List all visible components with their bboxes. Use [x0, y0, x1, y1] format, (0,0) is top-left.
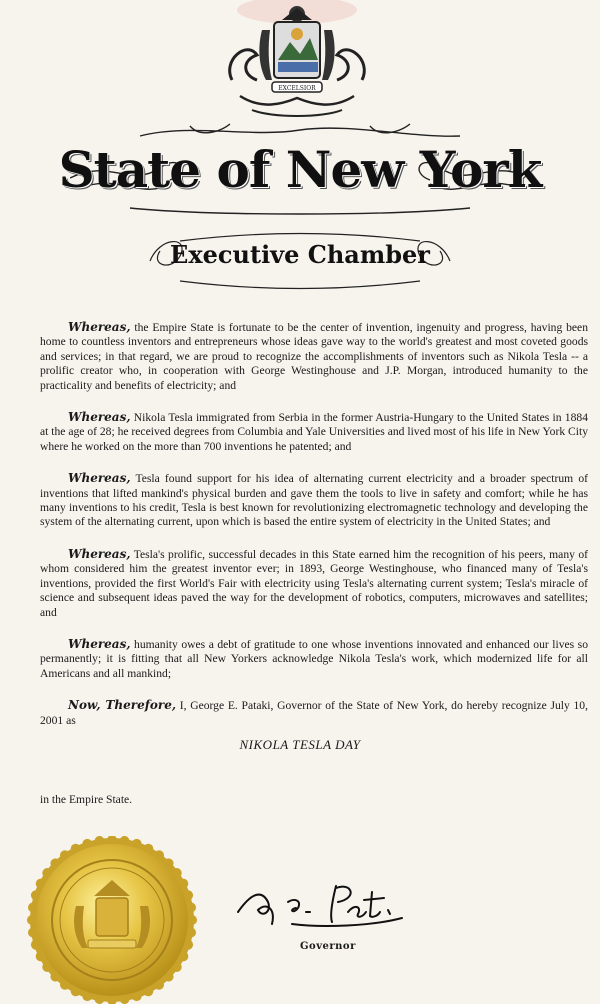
- whereas-paragraph: [40, 471, 588, 530]
- paragraph-text: Tesla's prolific, successful decades in this State earned him the recognition of his peers, many of whom considered him the greatest inventor ever; in 1893, George Westinghouse, who financed many of Tesla's inventions, provided the first World's Fair with electricity using Tesla's alternating current system; Tesla's miracle of science and subsequent ideas paved the way for the development of robotics, computers, microwaves and satellites; and: [40, 547, 588, 619]
- whereas-paragraph: [40, 410, 588, 454]
- state-coat-of-arms-icon: [222, 0, 372, 122]
- signature-label: Governor: [300, 941, 356, 952]
- gold-seal-icon: [24, 836, 200, 1004]
- seal-motto: EXCELSIOR: [278, 85, 316, 92]
- now-therefore-paragraph: [40, 698, 588, 728]
- governor-signature-icon: [232, 872, 412, 932]
- paragraph-lead: Whereas,: [68, 410, 131, 425]
- paragraph-text: Nikola Tesla immigrated from Serbia in the former Austria-Hungary to the United States in 1884 at the age of 28; he received degrees from Columbia and Yale Universities and lived most of his life in New York City where he worked on the more than 700 inventions he patented; and: [40, 411, 589, 453]
- paragraph-lead: Whereas,: [68, 471, 131, 486]
- whereas-paragraph: [40, 547, 588, 620]
- whereas-paragraph: [40, 637, 588, 681]
- whereas-paragraph: [40, 320, 588, 393]
- paragraph-text: the Empire State is fortunate to be the center of invention, ingenuity and progress, having been home to countless inventors and entrepreneurs whose ideas gave way to the world's greatest and most coveted goods and services; in that regard, we are proud to recognize the accomplishments of inventors such as Nikola Tesla -- a prolific creator who, in cooperation with George Westinghouse and J.P. Morgan, introduced humanity to the practicality and benefits of electricity; and: [40, 321, 588, 392]
- state-title: State of New York: [58, 140, 542, 199]
- paragraph-lead: Whereas,: [68, 546, 131, 561]
- paragraph-lead: Whereas,: [68, 636, 131, 651]
- proclamation-body: [40, 320, 588, 745]
- day-designation: NIKOLA TESLA DAY: [239, 737, 361, 752]
- paragraph-lead: Whereas,: [68, 320, 131, 334]
- paragraph-text: I, George E. Pataki, Governor of the State of New York, do hereby recognize July 10, 2001 as: [40, 699, 589, 727]
- paragraph-lead: Now, Therefore,: [68, 698, 177, 713]
- paragraph-text: Tesla found support for his idea of alternating current electricity and a broader spectrum of inventions that lifted mankind's physical burden and gave them the tools to live in safety and comfort; while he has many inventions to his credit, Tesla is best known for revolutionizing electromagnetic technology and developing the system of the alternating current, upon which is based the entire system of electricity in the United States; and: [40, 472, 588, 529]
- chamber-title: Executive Chamber: [170, 240, 430, 269]
- closing-line: in the Empire State.: [40, 793, 133, 806]
- paragraph-text: humanity owes a debt of gratitude to one whose inventions innovated and enhanced our lives so permanently; it is fitting that all New Yorkers acknowledge Nikola Tesla's work, which modernized life for all Americans and all mankind;: [40, 637, 588, 680]
